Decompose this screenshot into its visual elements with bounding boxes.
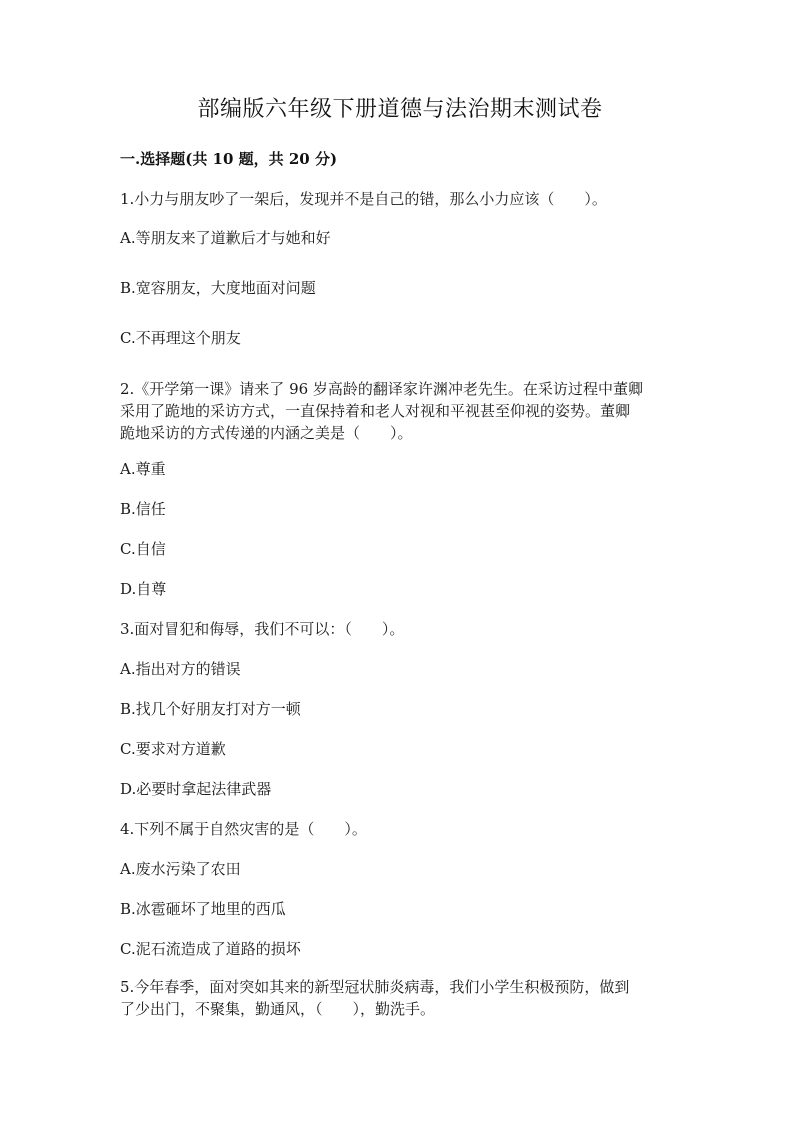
question-3-option-c: C.要求对方道歉 <box>120 740 226 758</box>
question-2-stem-line: 采用了跪地的采访方式，一直保持着和老人对视和平视甚至仰视的姿势。董卿 <box>120 402 631 420</box>
question-1-option-c: C.不再理这个朋友 <box>120 329 241 347</box>
question-1-stem: 1.小力与朋友吵了一架后，发现并不是自己的错，那么小力应该（ ）。 <box>120 190 607 208</box>
question-3-option-a: A.指出对方的错误 <box>120 660 241 678</box>
question-2-stem-line: 2.《开学第一课》请来了 96 岁高龄的翻译家许渊冲老先生。在采访过程中董卿 <box>120 380 643 398</box>
question-4-stem: 4.下列不属于自然灾害的是（ ）。 <box>120 820 367 838</box>
page-title: 部编版六年级下册道德与法治期末测试卷 <box>197 97 603 122</box>
question-4-option-c: C.泥石流造成了道路的损坏 <box>120 940 301 958</box>
question-2-option-b: B.信任 <box>120 500 166 518</box>
section-heading: 一.选择题(共 10 题，共 20 分) <box>120 150 338 168</box>
question-5-stem-line: 5.今年春季，面对突如其来的新型冠状肺炎病毒，我们小学生积极预防，做到 <box>120 978 630 996</box>
question-2-option-d: D.自尊 <box>120 580 167 598</box>
question-4-option-b: B.冰雹砸坏了地里的西瓜 <box>120 900 286 918</box>
question-3-option-d: D.必要时拿起法律武器 <box>120 780 272 798</box>
question-3-option-b: B.找几个好朋友打对方一顿 <box>120 700 301 718</box>
question-1-option-a: A.等朋友来了道歉后才与她和好 <box>120 229 331 247</box>
question-5-stem-line: 了少出门，不聚集，勤通风，（ ），勤洗手。 <box>120 1000 436 1018</box>
question-2-option-a: A.尊重 <box>120 460 166 478</box>
question-3-stem: 3.面对冒犯和侮辱，我们不可以：（ ）。 <box>120 620 405 638</box>
question-4-option-a: A.废水污染了农田 <box>120 860 241 878</box>
question-2-stem <box>120 378 680 444</box>
question-1-option-b: B.宽容朋友，大度地面对问题 <box>120 279 316 297</box>
question-2-stem-line: 跪地采访的方式传递的内涵之美是（ ）。 <box>120 424 413 442</box>
question-2-option-c: C.自信 <box>120 540 166 558</box>
question-5-stem <box>120 976 680 1020</box>
